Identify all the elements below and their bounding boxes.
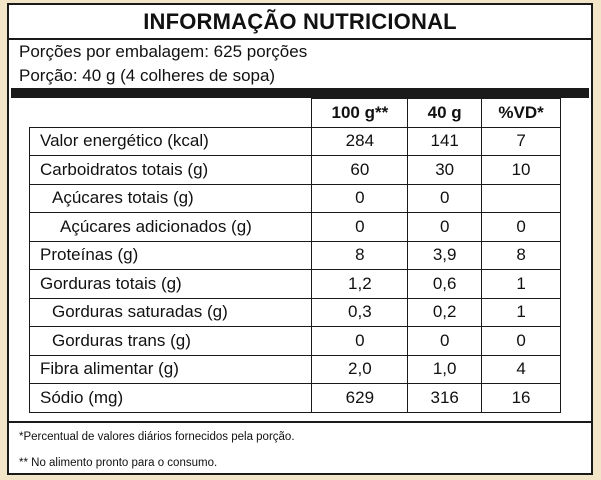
value-100g: 0 xyxy=(312,213,408,242)
value-vd: 1 xyxy=(482,298,561,327)
nutrient-name: Valor energético (kcal) xyxy=(30,127,312,156)
value-40g: 0 xyxy=(408,327,482,356)
value-40g: 141 xyxy=(408,127,482,156)
nutrient-name: Açúcares totais (g) xyxy=(30,184,312,213)
value-vd xyxy=(482,184,561,213)
serving-info xyxy=(9,40,591,88)
table-row xyxy=(30,127,561,156)
value-100g: 1,2 xyxy=(312,270,408,299)
table-row xyxy=(30,156,561,185)
table-row xyxy=(30,270,561,299)
value-vd: 4 xyxy=(482,355,561,384)
nutrient-name: Gorduras totais (g) xyxy=(30,270,312,299)
nutrient-name: Gorduras saturadas (g) xyxy=(30,298,312,327)
nutrition-table xyxy=(29,98,561,413)
value-vd: 0 xyxy=(482,213,561,242)
table-row xyxy=(30,355,561,384)
serving-size: Porção: 40 g (4 colheres de sopa) xyxy=(19,66,276,85)
column-header-vd: %VD* xyxy=(482,99,561,128)
value-100g: 0,3 xyxy=(312,298,408,327)
label-title: INFORMAÇÃO NUTRICIONAL xyxy=(9,5,591,40)
value-vd: 16 xyxy=(482,384,561,413)
value-40g: 0,6 xyxy=(408,270,482,299)
nutrition-label xyxy=(7,3,593,475)
table-header-row xyxy=(30,99,561,128)
nutrient-name: Açúcares adicionados (g) xyxy=(30,213,312,242)
value-100g: 60 xyxy=(312,156,408,185)
value-40g: 1,0 xyxy=(408,355,482,384)
value-40g: 3,9 xyxy=(408,241,482,270)
column-header-100g: 100 g** xyxy=(312,99,408,128)
column-header-40g: 40 g xyxy=(408,99,482,128)
value-vd: 1 xyxy=(482,270,561,299)
nutrient-name: Sódio (mg) xyxy=(30,384,312,413)
value-40g: 0,2 xyxy=(408,298,482,327)
value-vd: 10 xyxy=(482,156,561,185)
value-40g: 0 xyxy=(408,184,482,213)
servings-per-package: Porções por embalagem: 625 porções xyxy=(19,42,308,61)
column-header-blank xyxy=(30,99,312,128)
nutrient-name: Proteínas (g) xyxy=(30,241,312,270)
footnote-ready-to-eat: ** No alimento pronto para o consumo. xyxy=(19,457,218,469)
value-100g: 284 xyxy=(312,127,408,156)
nutrient-name: Gorduras trans (g) xyxy=(30,327,312,356)
value-100g: 0 xyxy=(312,184,408,213)
nutrient-name: Fibra alimentar (g) xyxy=(30,355,312,384)
value-vd: 7 xyxy=(482,127,561,156)
table-row xyxy=(30,213,561,242)
footnote-daily-values: *Percentual de valores diários fornecidos pela porção. xyxy=(19,431,295,443)
table-row xyxy=(30,298,561,327)
value-100g: 629 xyxy=(312,384,408,413)
footnotes xyxy=(9,421,591,469)
table-row xyxy=(30,241,561,270)
value-100g: 8 xyxy=(312,241,408,270)
value-vd: 8 xyxy=(482,241,561,270)
value-vd: 0 xyxy=(482,327,561,356)
nutrient-name: Carboidratos totais (g) xyxy=(30,156,312,185)
table-row xyxy=(30,327,561,356)
table-row xyxy=(30,384,561,413)
value-100g: 2,0 xyxy=(312,355,408,384)
value-40g: 0 xyxy=(408,213,482,242)
value-40g: 30 xyxy=(408,156,482,185)
value-40g: 316 xyxy=(408,384,482,413)
table-row xyxy=(30,184,561,213)
header-band xyxy=(11,88,589,98)
value-100g: 0 xyxy=(312,327,408,356)
